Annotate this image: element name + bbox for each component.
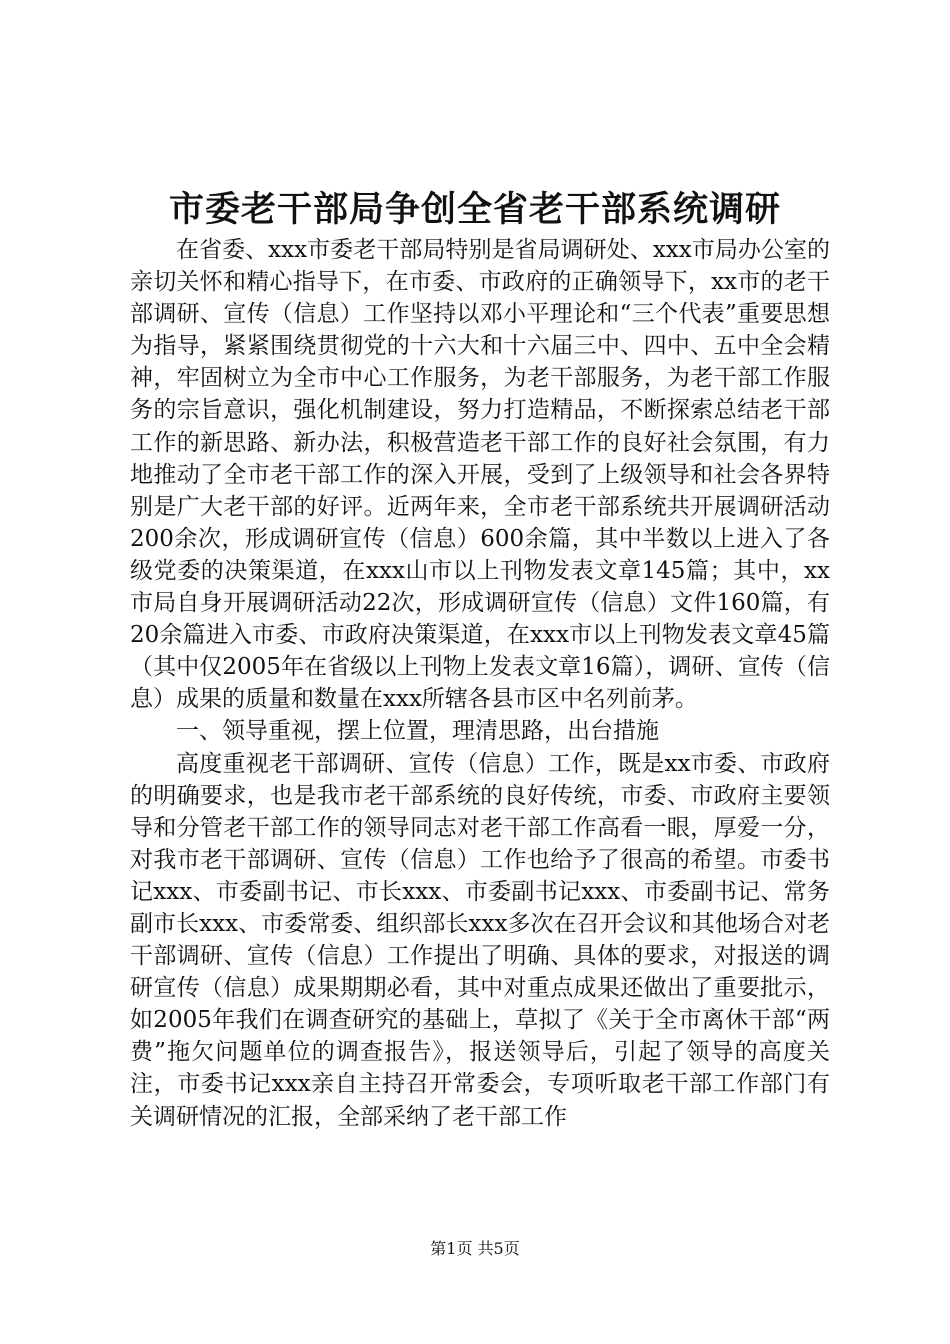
document-body	[130, 234, 830, 1133]
section-heading-1: 一、领导重视，摆上位置，理清思路，出台措施	[176, 718, 659, 745]
page-number-footer: 第1页 共5页	[430, 1239, 520, 1258]
paragraph-intro: 在省委、xxx市委老干部局特别是省局调研处、xxx市局办公室的亲切关怀和精心指导下，在市委、市政府的正确领导下，xx市的老干部调研、宣传（信息）工作坚持以邓小平理论和“三个代表”重要思想为指导，紧紧围绕贯彻党的十六大和十六届三中、四中、五中全会精神，牢固树立为全市中心工作服务，为老干部服务，为老干部工作服务的宗旨意识，强化机制建设，努力打造精品，不断探索总结老干部工作的新思路、新办法，积极营造老干部工作的良好社会氛围，有力地推动了全市老干部工作的深入开展，受到了上级领导和社会各界特别是广大老干部的好评。近两年来，全市老干部系统共开展调研活动200余次，形成调研宣传（信息）600余篇，其中半数以上进入了各级党委的决策渠道，在xxx山市以上刊物发表文章145篇；其中，xx市局自身开展调研活动22次，形成调研宣传（信息）文件160篇，有20余篇进入市委、市政府决策渠道，在xxx市以上刊物发表文章45篇（其中仅2005年在省级以上刊物上发表文章16篇），调研、宣传（信息）成果的质量和数量在xxx所辖各县市区中名列前茅。	[130, 237, 830, 713]
paragraph-section-1: 高度重视老干部调研、宣传（信息）工作，既是xx市委、市政府的明确要求，也是我市老干部系统的良好传统，市委、市政府主要领导和分管老干部工作的领导同志对老干部工作高看一眼，厚爱一分，对我市老干部调研、宣传（信息）工作也给予了很高的希望。市委书记xxx、市委副书记、市长xxx、市委副书记xxx、市委副书记、常务副市长xxx、市委常委、组织部长xxx多次在召开会议和其他场合对老干部调研、宣传（信息）工作提出了明确、具体的要求，对报送的调研宣传（信息）成果期期必看，其中对重点成果还做出了重要批示，如2005年我们在调查研究的基础上，草拟了《关于全市离休干部“两费”拖欠问题单位的调查报告》，报送领导后，引起了领导的高度关注，市委书记xxx亲自主持召开常委会，专项听取老干部工作部门有关调研情况的汇报，全部采纳了老干部工作	[130, 750, 830, 1130]
document-title: 市委老干部局争创全省老干部系统调研	[168, 189, 781, 230]
